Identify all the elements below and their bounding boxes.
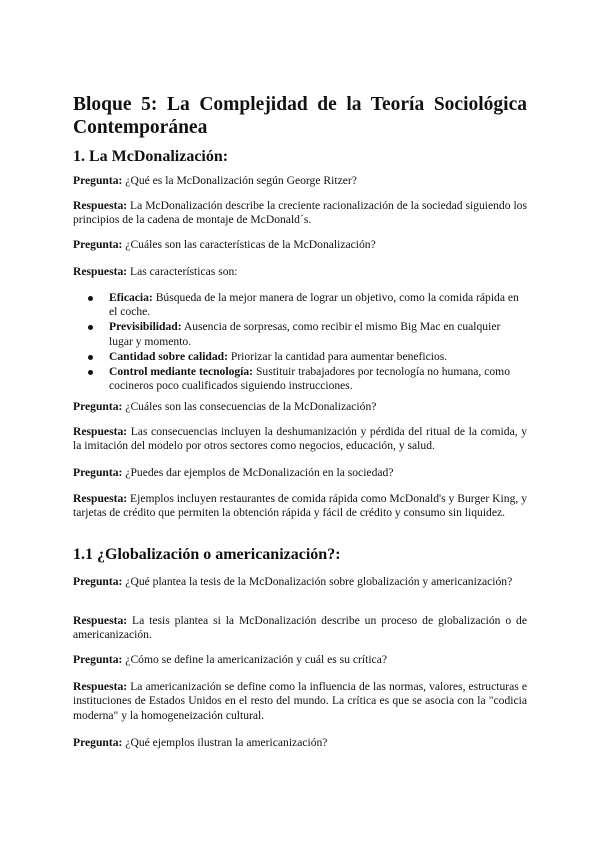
question-label: Pregunta: [73,736,123,749]
question-label: Pregunta: [73,653,123,666]
question-text: ¿Qué es la McDonalización según George Ritzer? [125,174,357,187]
answer-1 [73,199,527,228]
document-title [73,93,527,139]
question-text: ¿Qué plantea la tesis de la McDonalización sobre globalización y americanización? [125,575,513,588]
section-heading-mcdonalizacion: 1. La McDonalización: [73,148,229,165]
bullet-icon [88,370,93,375]
answer-text: Las características son: [130,265,238,278]
question-4 [73,466,527,480]
question-label: Pregunta: [73,575,123,588]
question-5 [73,575,527,589]
question-label: Pregunta: [73,238,123,251]
answer-5 [73,614,527,643]
title-line-2: Contemporánea [73,117,208,138]
question-text: ¿Cuáles son las consecuencias de la McDonalización? [125,400,377,413]
title-line-1: Bloque 5: La Complejidad de la Teoría Sociológica [73,94,527,115]
bullet-icon [88,296,93,301]
question-label: Pregunta: [73,466,123,479]
list-item-text: Priorizar la cantidad para aumentar beneficios. [230,349,448,363]
question-text: ¿Cuáles son las características de la McDonalización? [125,238,376,251]
question-text: ¿Cómo se define la americanización y cuál es su crítica? [125,653,387,666]
characteristics-list [73,291,527,394]
answer-label: Respuesta: [73,265,128,278]
list-item-term: Control mediante tecnología: [109,364,254,378]
answer-6 [73,680,527,723]
question-text: ¿Puedes dar ejemplos de McDonalización en la sociedad? [125,466,394,479]
list-item [73,291,527,320]
bullet-icon [88,325,93,330]
bullet-icon [88,355,93,360]
question-1 [73,174,527,188]
question-7 [73,736,527,750]
list-item [73,365,527,394]
question-6 [73,653,527,667]
question-text: ¿Qué ejemplos ilustran la americanización? [125,736,328,749]
section-heading-globalizacion: 1.1 ¿Globalización o americanización?: [73,546,341,563]
answer-text: La tesis plantea si la McDonalización describe un proceso de globalización o de americanización. [73,614,527,642]
list-item-text: Sustituir trabajadores por tecnología no humana, como cocineros poco cualificados siguiendo instrucciones. [109,364,510,393]
answer-label: Respuesta: [73,425,128,438]
list-item-term: Cantidad sobre calidad: [109,349,228,363]
question-3 [73,400,527,414]
list-item [73,350,527,364]
answer-text: La McDonalización describe la creciente racionalización de la sociedad siguiendo los principios de la cadena de montaje de McDonald´s. [73,199,527,227]
question-label: Pregunta: [73,400,123,413]
answer-text: Ejemplos incluyen restaurantes de comida rápida como McDonald's y Burger King, y tarjetas de crédito que permiten la obtención rápida y fácil de crédito y consumo sin liquidez. [73,492,527,520]
question-label: Pregunta: [73,174,123,187]
answer-label: Respuesta: [73,680,128,693]
answer-text: Las consecuencias incluyen la deshumanización y pérdida del ritual de la comida, y la imitación del modelo por otros sectores como negocios, educación, y salud. [73,425,528,453]
answer-3 [73,425,527,454]
list-item-term: Previsibilidad: [109,320,182,334]
list-item-term: Eficacia: [109,291,153,304]
answer-label: Respuesta: [73,199,128,212]
list-item-text: Búsqueda de la mejor manera de lograr un objetivo, como la comida rápida en el coche. [109,291,519,319]
answer-4 [73,492,527,521]
answer-label: Respuesta: [73,614,128,627]
answer-label: Respuesta: [73,492,128,505]
question-2 [73,238,527,252]
answer-2 [73,265,527,279]
answer-text: La americanización se define como la influencia de las normas, valores, estructuras e instituciones de Estados Unidos en el resto del mundo. La crítica es que se asocia con la "codicia moderna" y la homogeneización cultural. [73,680,527,722]
list-item [73,320,527,349]
list-item-text: Ausencia de sorpresas, como recibir el mismo Big Mac en cualquier lugar y momento. [109,320,501,348]
